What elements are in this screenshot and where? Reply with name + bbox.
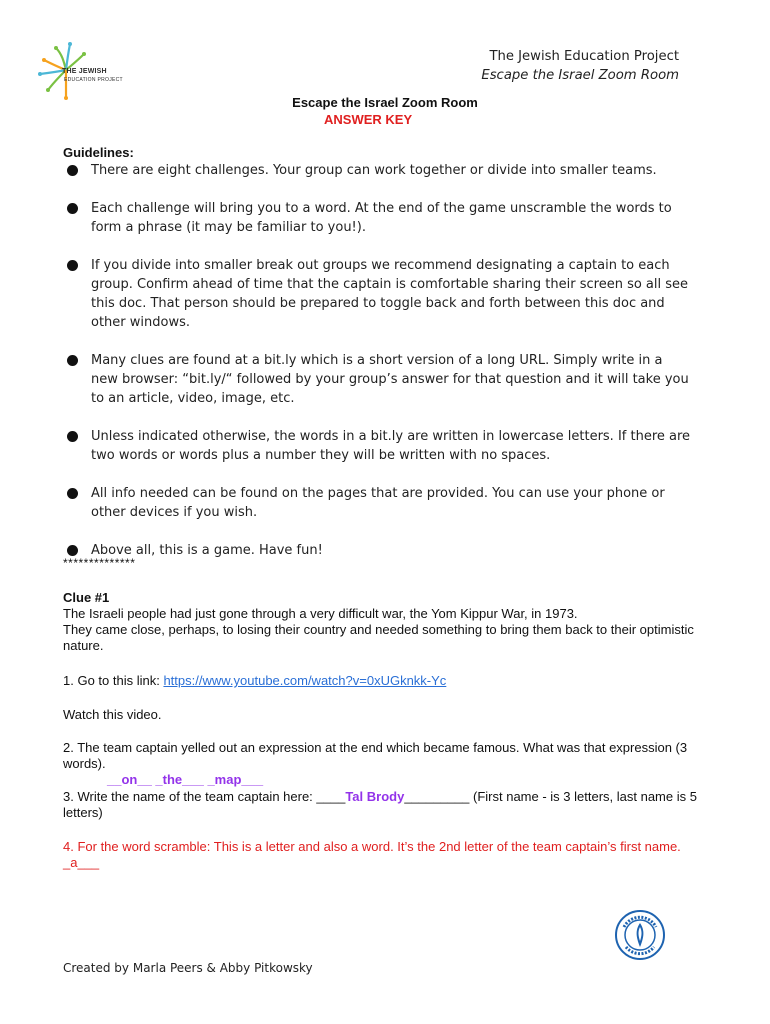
bullet-icon — [67, 203, 78, 214]
clue-description — [63, 606, 703, 654]
guideline-item — [63, 427, 693, 465]
guideline-item — [63, 351, 693, 408]
bullet-icon — [67, 488, 78, 499]
step3-suffix: _________ (First name - is 3 letters, last name is 5 letters) — [63, 789, 697, 820]
answer-key-label: ANSWER KEY — [324, 112, 413, 127]
logo-text-line1: THE JEWISH — [62, 68, 107, 75]
bullet-icon — [67, 260, 78, 271]
clue-step1 — [63, 673, 703, 689]
guideline-item — [63, 161, 693, 180]
guideline-item — [63, 256, 693, 332]
footer-credit: Created by Marla Peers & Abby Pitkowsky — [63, 961, 313, 975]
guideline-text: There are eight challenges. Your group can work together or divide into smaller teams. — [91, 163, 657, 178]
clue-step4: 4. For the word scramble: This is a letter and also a word. It’s the 2nd letter of the team captain’s first name. _a___ — [63, 839, 681, 870]
guideline-item — [63, 484, 693, 522]
guideline-item — [63, 541, 693, 560]
logo-text-line2: EDUCATION PROJECT — [64, 77, 123, 83]
clue-heading: Clue #1 — [63, 590, 110, 605]
guideline-item — [63, 199, 693, 237]
guidelines-list — [63, 161, 693, 579]
guideline-text: Unless indicated otherwise, the words in a bit.ly are written in lowercase letters. If there are two words or words plus a number they will be written with no spaces. — [91, 429, 691, 463]
header-doc-title: Escape the Israel Zoom Room — [481, 68, 679, 83]
guideline-text: Each challenge will bring you to a word. At the end of the game unscramble the words to form a phrase (it may be familiar to you!). — [91, 201, 672, 235]
bullet-icon — [67, 545, 78, 556]
bullet-icon — [67, 355, 78, 366]
clue-step3 — [63, 789, 703, 821]
guideline-text: All info needed can be found on the pages that are provided. You can use your phone or other devices if you wish. — [91, 486, 665, 520]
step1-prefix: 1. Go to this link: — [63, 673, 164, 688]
guideline-text: Many clues are found at a bit.ly which is a short version of a long URL. Simply write in a new browser: “bit.ly/“ followed by your group’s answer for that question and it will take you to an article, video, image, etc. — [91, 353, 689, 406]
watch-instruction: Watch this video. — [63, 707, 162, 722]
guideline-text: Above all, this is a game. Have fun! — [91, 543, 323, 558]
uja-federation-seal-icon — [614, 909, 666, 961]
step3-answer: Tal Brody — [345, 789, 405, 804]
guidelines-heading: Guidelines: — [63, 145, 134, 160]
page-title: Escape the Israel Zoom Room — [292, 95, 478, 110]
step3-prefix: 3. Write the name of the team captain here: ____ — [63, 789, 346, 804]
youtube-link[interactable]: https://www.youtube.com/watch?v=0xUGknkk-Yc — [163, 673, 447, 688]
separator: ************** — [63, 556, 136, 570]
guideline-text: If you divide into smaller break out groups we recommend designating a captain to each group. Confirm ahead of time that the captain is comfortable sharing their screen so all see this doc. That person should be prepared to toggle back and forth between this doc and other windows. — [91, 258, 689, 330]
clue-step2: 2. The team captain yelled out an expression at the end which became famous. What was that expression (3 words). — [63, 740, 688, 771]
bullet-icon — [67, 431, 78, 442]
clue-line2: They came close, perhaps, to losing their country and needed something to bring them back to their optimistic nature. — [63, 622, 694, 653]
clue-line1: The Israeli people had just gone through a very difficult war, the Yom Kippur War, in 1973. — [63, 606, 578, 621]
header-org: The Jewish Education Project — [489, 49, 679, 64]
bullet-icon — [67, 165, 78, 176]
step2-answers: __on__ _the___ _map___ — [107, 772, 264, 787]
